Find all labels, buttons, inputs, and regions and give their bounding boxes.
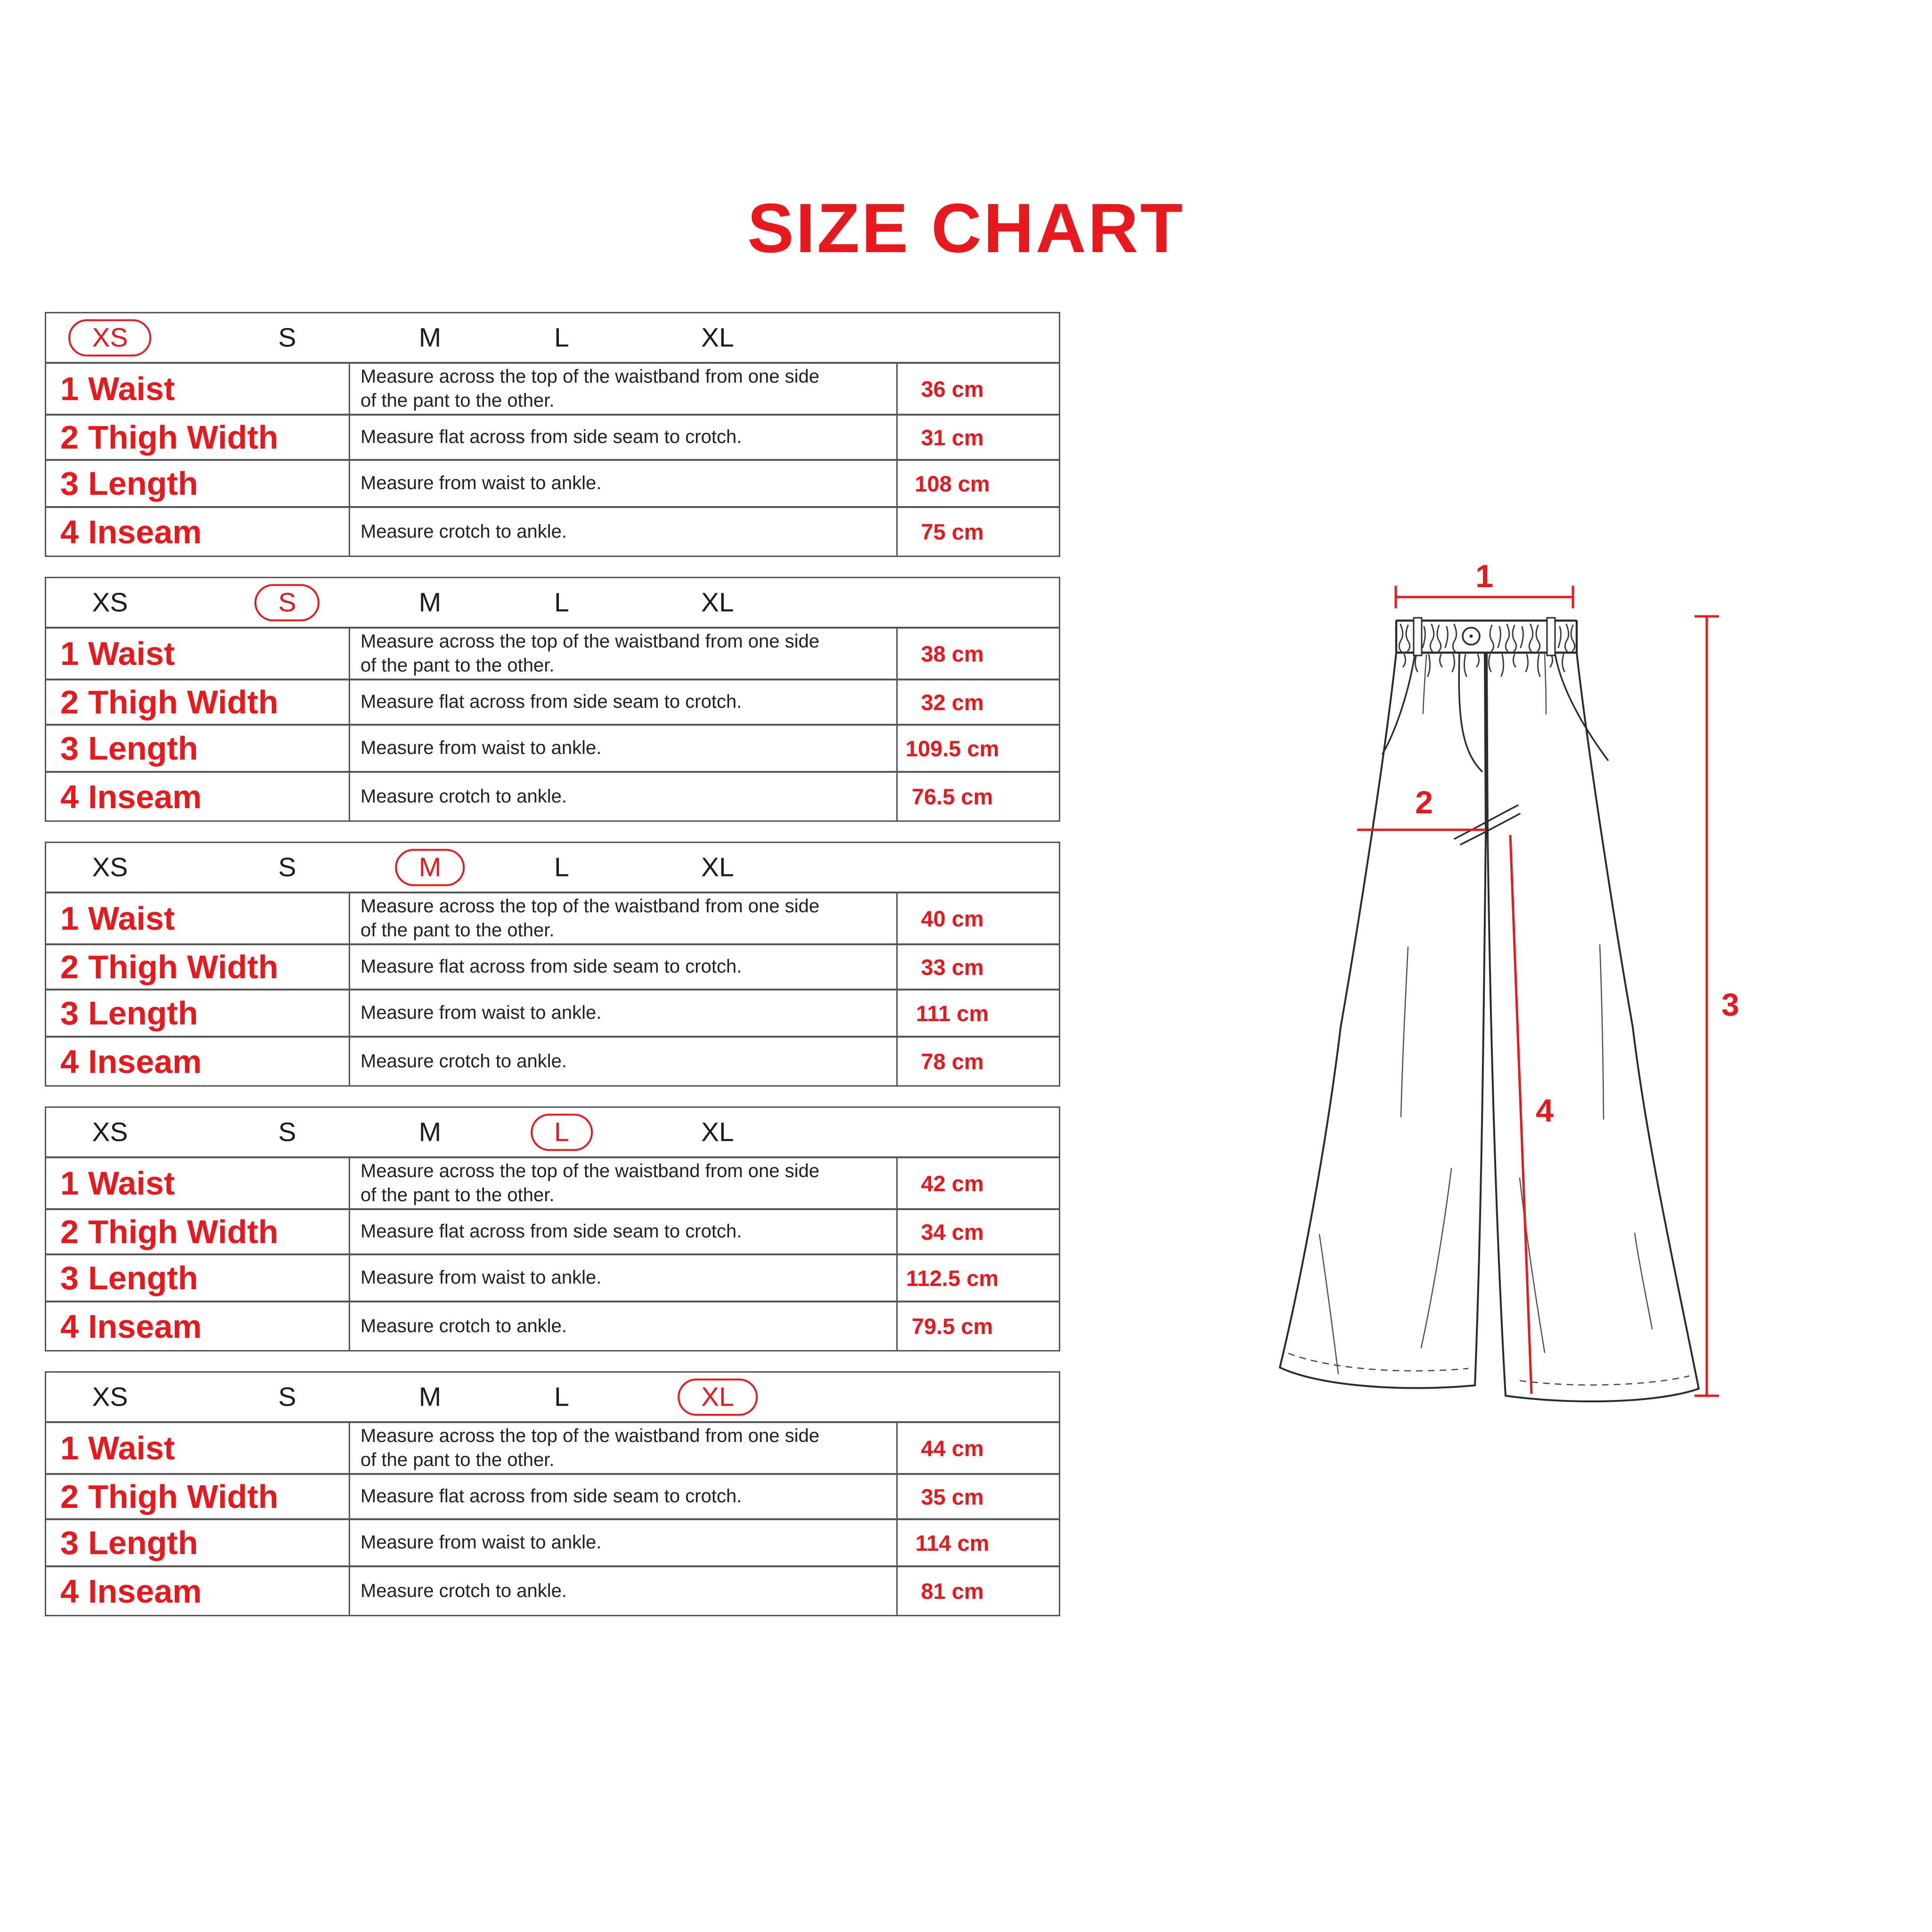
measure-name: Inseam [88, 1572, 202, 1610]
size-option-l: L [554, 587, 569, 617]
measure-label-inseam [46, 506, 350, 556]
size-option-xl: XL [701, 587, 734, 617]
measure-value-inseam: 78 cm [898, 1036, 1059, 1085]
measure-name: Waist [88, 900, 175, 937]
size-option-xl: XL [701, 322, 734, 352]
measure-name: Waist [88, 370, 175, 407]
center-front-seam [1485, 653, 1486, 834]
sizes-row [46, 843, 1059, 893]
measure-desc-length: Measure from waist to ankle. [350, 989, 898, 1036]
measure-num: 2 [60, 949, 79, 985]
measure-value-waist: 42 cm [921, 1171, 984, 1196]
size-table-l [45, 1106, 1060, 1351]
measure-num: 1 [60, 900, 79, 937]
measure-name: Inseam [88, 513, 202, 550]
measure-desc-inseam: Measure crotch to ankle. [350, 1036, 898, 1085]
measure-desc-length: Measure from waist to ankle. [350, 459, 898, 506]
measure-value-inseam: 75 cm [898, 506, 1059, 556]
measure-num: 1 [60, 635, 79, 672]
measure-label-thigh [46, 679, 350, 724]
size-option-m-selected: M [395, 849, 465, 886]
size-table-xl [45, 1371, 1060, 1616]
measure-num: 2 [60, 1478, 79, 1515]
measure-desc-inseam: Measure crotch to ankle. [350, 1565, 898, 1615]
measure-num: 3 [60, 995, 79, 1031]
size-option-m: M [418, 1382, 442, 1412]
measure-desc-length: Measure from waist to ankle. [350, 724, 898, 771]
measure-num: 4 [60, 778, 79, 815]
measure-name: Thigh Width [88, 1478, 278, 1515]
measure-label-thigh [46, 943, 350, 989]
measure-value-inseam: 81 cm [898, 1565, 1059, 1615]
measure-num: 3 [60, 1524, 79, 1561]
measure-label-waist [46, 1158, 350, 1208]
size-option-m: M [418, 1117, 442, 1147]
measure-value-thigh: 33 cm [898, 943, 1059, 989]
measure-desc-waist: Measure across the top of the waistband from one side of the pant to the other. [350, 629, 898, 679]
dim-label-4: 4 [1536, 1093, 1554, 1129]
sizes-row [46, 313, 1059, 364]
measure-label-length [46, 989, 350, 1036]
measure-label-thigh [46, 1208, 350, 1253]
measure-desc-length: Measure from waist to ankle. [350, 1253, 898, 1301]
measure-value-inseam: 79.5 cm [898, 1301, 1059, 1350]
measure-name: Waist [88, 1165, 175, 1202]
measure-name: Inseam [88, 1043, 202, 1080]
measure-label-length [46, 459, 350, 506]
measure-label-inseam [46, 1036, 350, 1085]
measure-name: Thigh Width [88, 949, 278, 985]
size-option-xs: XS [92, 1117, 128, 1147]
size-option-l: L [554, 1382, 569, 1412]
measure-name: Length [88, 465, 198, 502]
size-table-m [45, 842, 1060, 1087]
measure-name: Inseam [88, 1308, 202, 1345]
measure-num: 1 [60, 1165, 79, 1202]
measure-value-length: 111 cm [898, 989, 1059, 1036]
measure-num: 4 [60, 513, 79, 550]
size-tables [45, 312, 1060, 1636]
size-option-xl-selected: XL [678, 1378, 758, 1416]
measure-desc-thigh: Measure flat across from side seam to crotch. [350, 414, 898, 459]
dim-label-3: 3 [1721, 987, 1739, 1023]
measure-value-thigh: 34 cm [898, 1208, 1059, 1253]
measure-desc-thigh: Measure flat across from side seam to crotch. [350, 1208, 898, 1253]
measure-name: Length [88, 995, 198, 1031]
size-table-xs [45, 312, 1060, 557]
measure-label-inseam [46, 1301, 350, 1350]
belt-loop-left [1414, 618, 1422, 655]
size-option-xl: XL [701, 1117, 734, 1147]
measure-desc-inseam: Measure crotch to ankle. [350, 1301, 898, 1350]
measure-label-length [46, 724, 350, 771]
size-option-s: S [278, 1117, 296, 1147]
measure-label-inseam [46, 1565, 350, 1615]
measure-name: Waist [88, 1430, 175, 1466]
measure-desc-thigh: Measure flat across from side seam to crotch. [350, 1473, 898, 1518]
measure-label-thigh [46, 414, 350, 459]
size-option-l: L [554, 322, 569, 352]
measure-name: Length [88, 730, 198, 767]
measure-label-inseam [46, 771, 350, 820]
measure-num: 2 [60, 684, 79, 720]
measure-value-thigh: 35 cm [898, 1473, 1059, 1518]
belt-loop-right [1547, 618, 1555, 655]
dim-length [1695, 616, 1739, 1396]
measure-label-thigh [46, 1473, 350, 1518]
measure-desc-thigh: Measure flat across from side seam to crotch. [350, 943, 898, 989]
measure-label-waist [46, 629, 350, 679]
measure-num: 2 [60, 1213, 79, 1250]
measure-num: 4 [60, 1043, 79, 1080]
size-option-xs: XS [92, 852, 128, 882]
measure-name: Thigh Width [88, 684, 278, 720]
size-option-s-selected: S [254, 584, 319, 621]
measure-num: 3 [60, 730, 79, 767]
measure-desc-length: Measure from waist to ankle. [350, 1518, 898, 1565]
measure-value-thigh: 32 cm [898, 679, 1059, 724]
measure-desc-waist: Measure across the top of the waistband from one side of the pant to the other. [350, 1158, 898, 1208]
size-option-m: M [418, 587, 442, 617]
measure-label-length [46, 1518, 350, 1565]
measure-label-waist [46, 364, 350, 414]
measure-value-length: 114 cm [898, 1518, 1059, 1565]
measure-name: Inseam [88, 778, 202, 815]
sizes-row [46, 578, 1059, 629]
measure-num: 1 [60, 370, 79, 407]
size-option-xs-selected: XS [68, 319, 151, 356]
measure-label-length [46, 1253, 350, 1301]
pants-diagram [1249, 556, 1838, 1461]
size-option-s: S [278, 852, 296, 882]
pants-left-leg [1280, 653, 1486, 1388]
measure-num: 4 [60, 1308, 79, 1345]
size-table-s [45, 577, 1060, 822]
measure-num: 3 [60, 465, 79, 502]
measure-value-length: 108 cm [898, 459, 1059, 506]
measure-name: Waist [88, 635, 175, 672]
measure-desc-waist: Measure across the top of the waistband from one side of the pant to the other. [350, 893, 898, 943]
measure-name: Length [88, 1260, 198, 1296]
measure-label-waist [46, 1423, 350, 1473]
measure-value-length: 109.5 cm [898, 724, 1059, 771]
size-option-xl: XL [701, 852, 734, 882]
measure-name: Thigh Width [88, 419, 278, 456]
measure-num: 1 [60, 1430, 79, 1466]
measure-desc-waist: Measure across the top of the waistband from one side of the pant to the other. [350, 1423, 898, 1473]
dim-label-2: 2 [1415, 785, 1433, 820]
dim-waist [1396, 558, 1573, 608]
measure-value-waist: 44 cm [921, 1435, 984, 1461]
size-option-l: L [554, 852, 569, 882]
measure-num: 2 [60, 419, 79, 456]
measure-desc-waist: Measure across the top of the waistband from one side of the pant to the other. [350, 364, 898, 414]
page-title: SIZE CHART [747, 189, 1185, 268]
measure-value-inseam: 76.5 cm [898, 771, 1059, 820]
measure-name: Length [88, 1524, 198, 1561]
dim-label-1: 1 [1475, 558, 1493, 594]
size-option-l-selected: L [531, 1113, 593, 1151]
size-option-s: S [278, 1382, 296, 1412]
measure-num: 4 [60, 1572, 79, 1610]
measure-value-waist: 36 cm [921, 376, 984, 401]
measure-desc-thigh: Measure flat across from side seam to crotch. [350, 679, 898, 724]
measure-num: 3 [60, 1260, 79, 1296]
size-option-xs: XS [92, 587, 128, 617]
measure-value-thigh: 31 cm [898, 414, 1059, 459]
measure-desc-inseam: Measure crotch to ankle. [350, 506, 898, 556]
size-option-m: M [418, 322, 442, 352]
sizes-row [46, 1373, 1059, 1423]
size-option-s: S [278, 322, 296, 352]
measure-value-waist: 38 cm [921, 641, 984, 666]
measure-value-waist: 40 cm [921, 906, 984, 931]
size-option-xs: XS [92, 1382, 128, 1412]
measure-value-length: 112.5 cm [898, 1253, 1059, 1301]
measure-desc-inseam: Measure crotch to ankle. [350, 771, 898, 820]
measure-label-waist [46, 893, 350, 943]
measure-name: Thigh Width [88, 1213, 278, 1250]
sizes-row [46, 1108, 1059, 1158]
